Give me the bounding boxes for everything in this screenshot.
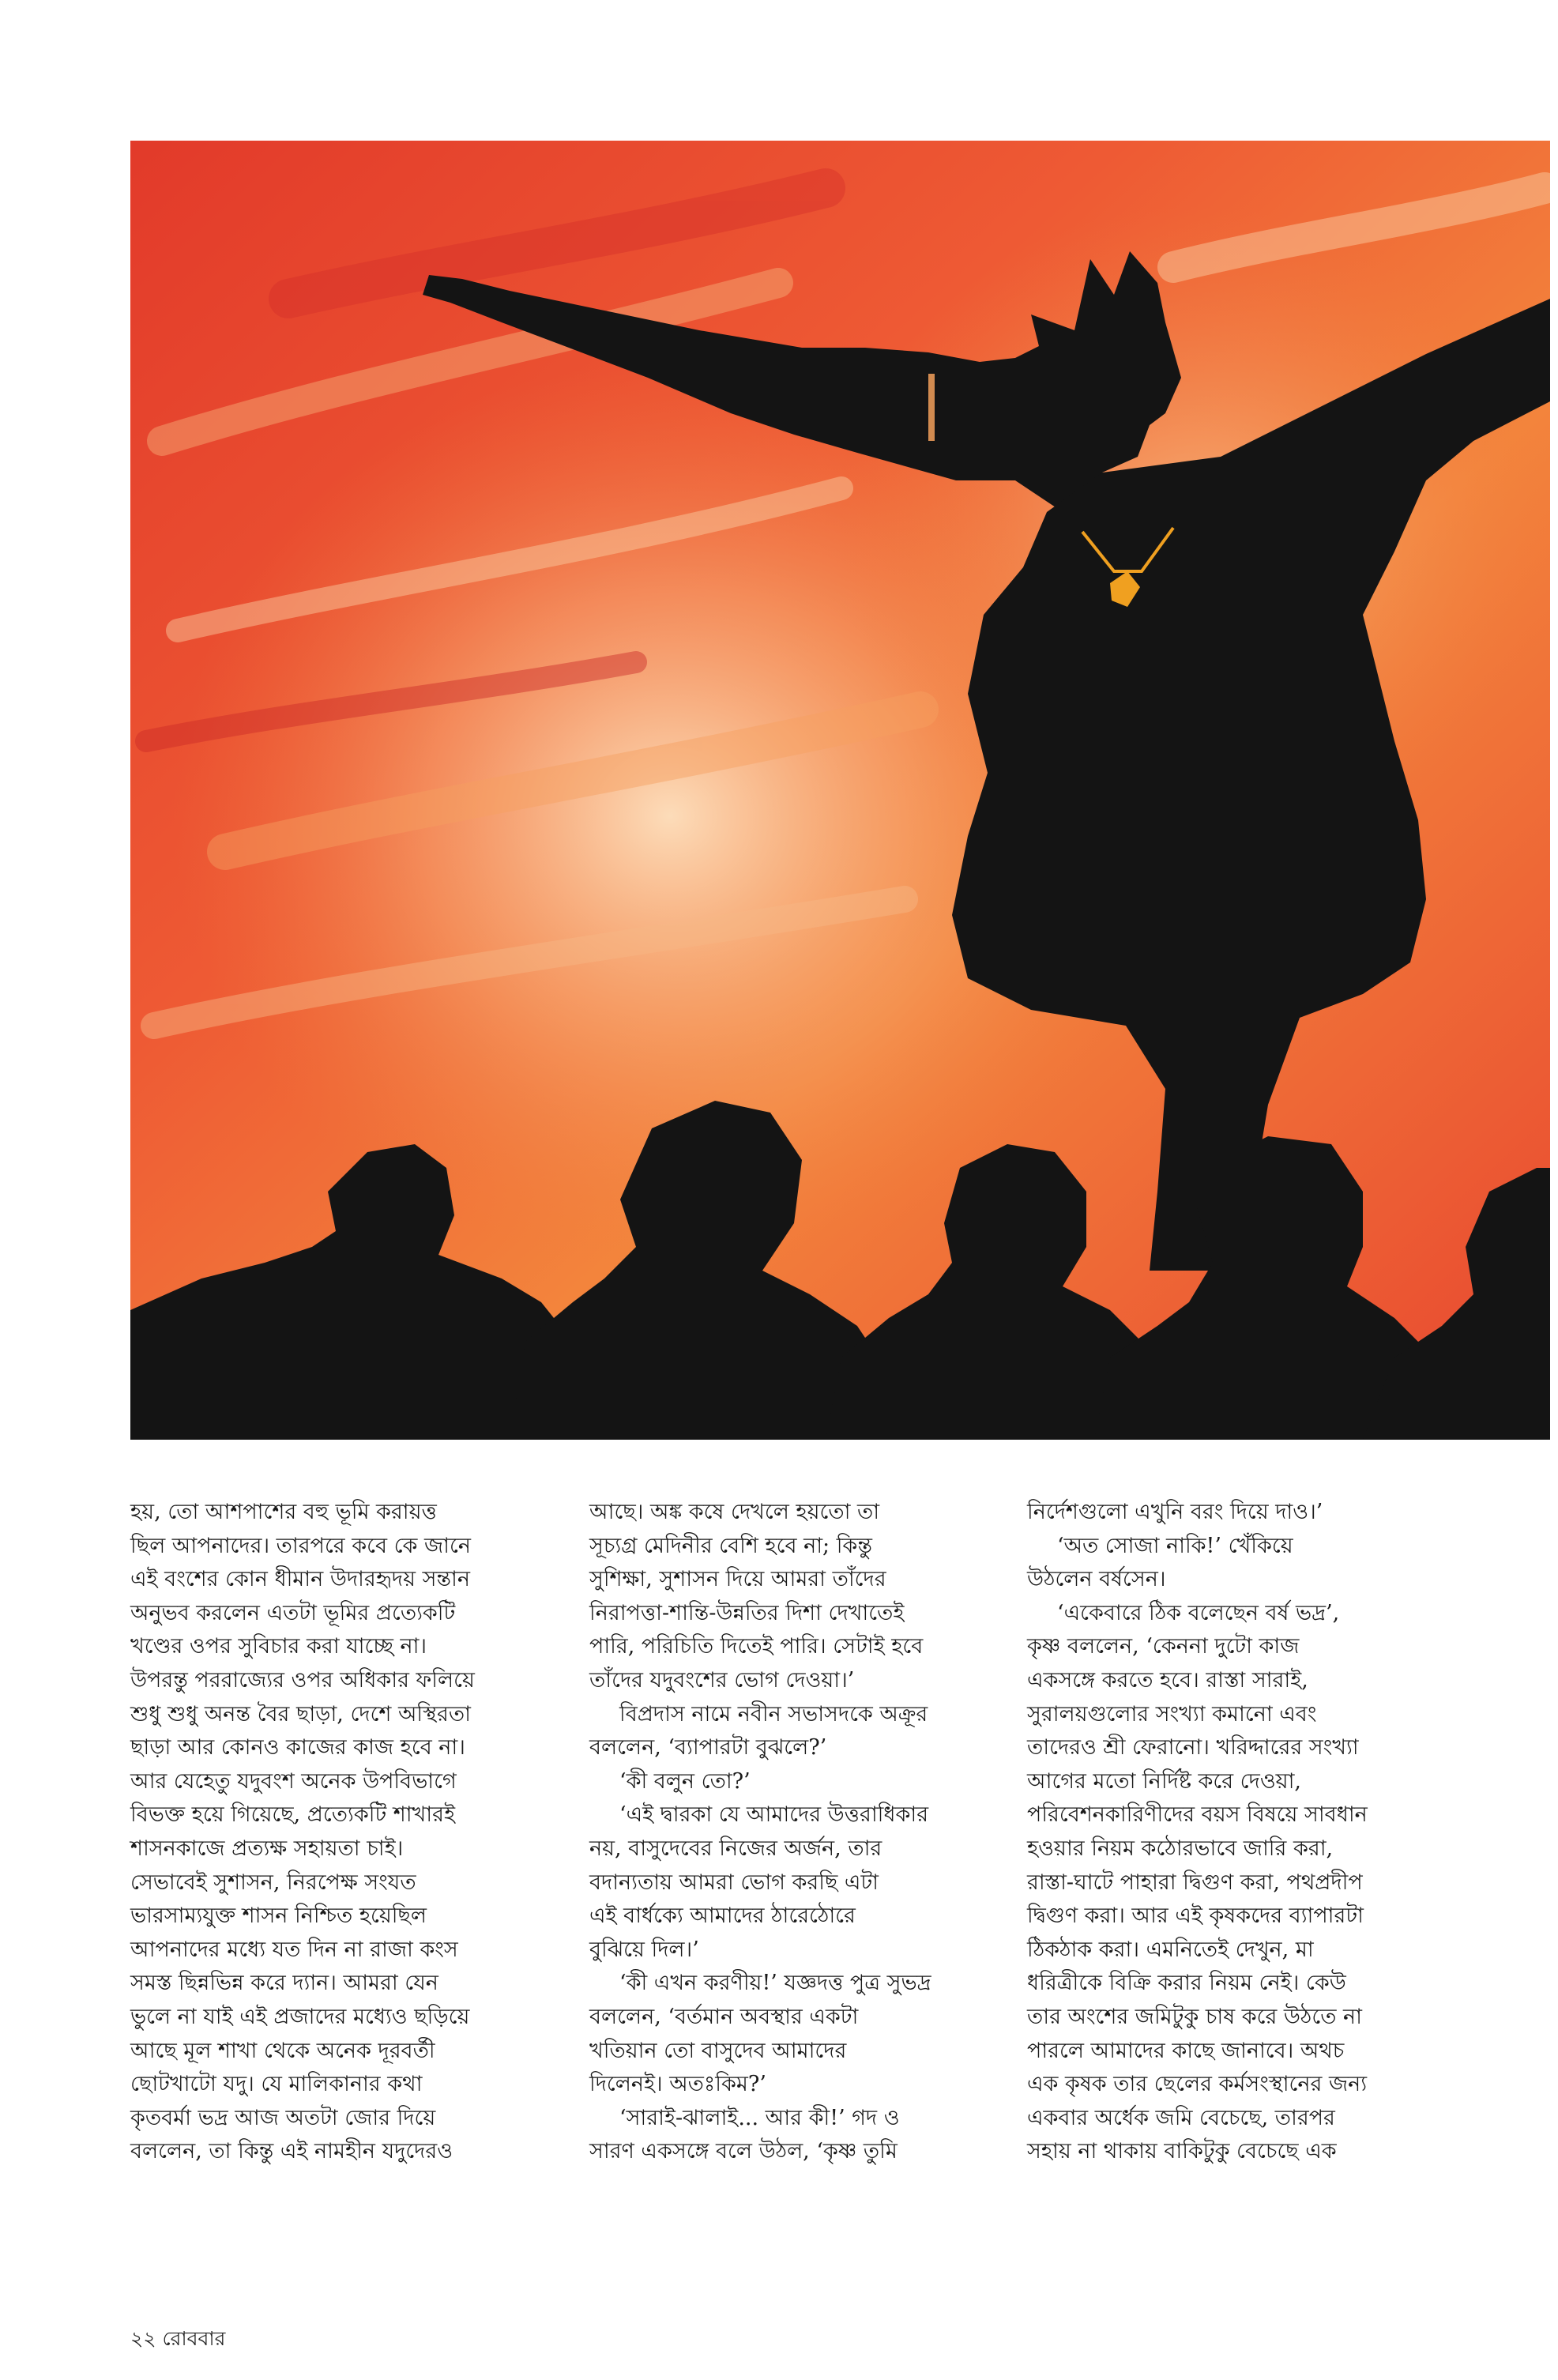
text-line: ভারসাম্যযুক্ত শাসন নিশ্চিত হয়েছিল xyxy=(130,1904,427,1929)
text-line: ঠিকঠাক করা। এমনিতেই দেখুন, মা xyxy=(1027,1937,1314,1962)
text-line: নির্দেশগুলো এখুনি বরং দিয়ে দাও।’ xyxy=(1027,1500,1323,1524)
text-line: পারি, পরিচিতি দিতেই পারি। সেটাই হবে xyxy=(589,1634,924,1659)
text-line: ‘এই দ্বারকা যে আমাদের উত্তরাধিকার xyxy=(619,1802,929,1828)
text-line: হওয়ার নিয়ম কঠোরভাবে জারি করা, xyxy=(1027,1836,1334,1861)
text-line: খণ্ডের ওপর সুবিচার করা যাচ্ছে না। xyxy=(130,1634,427,1659)
text-line: সূচ্যগ্র মেদিনীর বেশি হবে না; কিন্তু xyxy=(589,1533,872,1558)
text-line: বিপ্রদাস নামে নবীন সভাসদকে অক্রূর xyxy=(619,1701,928,1727)
text-line: নিরাপত্তা-শান্তি-উন্নতির দিশা দেখাতেই xyxy=(589,1600,905,1625)
text-line: পরিবেশনকারিণীদের বয়স বিষয়ে সাবধান xyxy=(1027,1802,1368,1828)
text-line: সমস্ত ছিন্নভিন্ন করে দ্যান। আমরা যেন xyxy=(130,1971,438,1996)
text-line: এই বংশের কোন ধীমান উদারহৃদয় সন্তান xyxy=(130,1567,470,1592)
story-illustration xyxy=(130,141,1550,1440)
text-line: আছে। অঙ্ক কষে দেখলে হয়তো তা xyxy=(589,1500,880,1524)
text-line: ভুলে না যাই এই প্রজাদের মধ্যেও ছড়িয়ে xyxy=(130,2004,470,2029)
text-line: বললেন, ‘বর্তমান অবস্থার একটা xyxy=(589,2004,859,2029)
text-line: আছে মূল শাখা থেকে অনেক দূরবর্তী xyxy=(130,2038,435,2063)
text-line: ‘কী এখন করণীয়!’ যজ্ঞদত্ত পুত্র সুভদ্র xyxy=(619,1971,931,1996)
text-line: ছিল আপনাদের। তারপরে কবে কে জানে xyxy=(130,1533,471,1558)
text-line: আর যেহেতু যদুবংশ অনেক উপবিভাগে xyxy=(130,1768,457,1794)
text-line: ছোটখাটো যদু। যে মালিকানার কথা xyxy=(130,2072,423,2097)
text-line: সহায় না থাকায় বাকিটুকু বেচেছে এক xyxy=(1027,2139,1337,2164)
text-line: সুরালয়গুলোর সংখ্যা কমানো এবং xyxy=(1027,1701,1317,1727)
text-line: একবার অর্ধেক জমি বেচেছে, তারপর xyxy=(1027,2105,1335,2130)
text-line: আপনাদের মধ্যে যত দিন না রাজা কংস xyxy=(130,1937,458,1962)
text-line: ‘অত সোজা নাকি!’ খেঁকিয়ে xyxy=(1057,1533,1293,1558)
text-line: ধরিত্রীকে বিক্রি করার নিয়ম নেই। কেউ xyxy=(1027,1971,1346,1996)
text-column-3 xyxy=(1027,1496,1454,2169)
text-line: দিলেনই। অতঃকিম?’ xyxy=(589,2072,766,2097)
text-column-1 xyxy=(130,1496,557,2169)
text-line: এক কৃষক তার ছেলের কর্মসংস্থানের জন্য xyxy=(1027,2072,1368,2097)
text-line: তাদেরও শ্রী ফেরানো। খরিদ্দারের সংখ্যা xyxy=(1027,1735,1359,1761)
text-line: বললেন, ‘ব্যাপারটা বুঝলে?’ xyxy=(589,1735,827,1761)
text-line: ছাড়া আর কোনও কাজের কাজ হবে না। xyxy=(130,1735,465,1761)
text-line: এই বার্ধক্যে আমাদের ঠারেঠোরে xyxy=(589,1904,856,1929)
text-line: আগের মতো নির্দিষ্ট করে দেওয়া, xyxy=(1027,1768,1302,1794)
text-line: পারলে আমাদের কাছে জানাবে। অথচ xyxy=(1027,2038,1345,2063)
paper-cut-silhouette-illustration xyxy=(130,141,1550,1440)
text-line: ‘সারাই-ঝালাই... আর কী!’ গদ ও xyxy=(619,2105,900,2130)
page-folio: ২২ রোববার xyxy=(130,2327,226,2350)
text-line: নয়, বাসুদেবের নিজের অর্জন, তার xyxy=(589,1836,882,1861)
text-line: হয়, তো আশপাশের বহু ভূমি করায়ত্ত xyxy=(130,1500,437,1524)
text-line: দ্বিগুণ করা। আর এই কৃষকদের ব্যাপারটা xyxy=(1027,1904,1364,1929)
text-line: সেভাবেই সুশাসন, নিরপেক্ষ সংযত xyxy=(130,1870,416,1895)
text-line: শাসনকাজে প্রত্যক্ষ সহায়তা চাই। xyxy=(130,1836,404,1861)
text-line: উপরন্তু পররাজ্যের ওপর অধিকার ফলিয়ে xyxy=(130,1667,475,1693)
text-line: শুধু শুধু অনন্ত বৈর ছাড়া, দেশে অস্থিরতা xyxy=(130,1701,471,1727)
text-line: বুঝিয়ে দিল।’ xyxy=(589,1937,699,1962)
text-line: ‘একেবারে ঠিক বলেছেন বর্ষ ভদ্র’, xyxy=(1057,1600,1340,1625)
text-line: বললেন, তা কিন্তু এই নামহীন যদুদেরও xyxy=(130,2139,453,2164)
text-line: খতিয়ান তো বাসুদেব আমাদের xyxy=(589,2038,847,2063)
text-line: কৃষ্ণ বললেন, ‘কেননা দুটো কাজ xyxy=(1027,1634,1300,1659)
text-line: সুশিক্ষা, সুশাসন দিয়ে আমরা তাঁদের xyxy=(589,1567,886,1592)
text-line: তার অংশের জমিটুকু চাষ করে উঠতে না xyxy=(1027,2004,1362,2029)
text-line: রাস্তা-ঘাটে পাহারা দ্বিগুণ করা, পথপ্রদীপ xyxy=(1027,1870,1363,1895)
text-column-2 xyxy=(589,1496,1016,2169)
text-line: তাঁদের যদুবংশের ভোগ দেওয়া।’ xyxy=(589,1667,855,1693)
text-line: উঠলেন বর্ষসেন। xyxy=(1027,1567,1166,1592)
text-line: একসঙ্গে করতে হবে। রাস্তা সারাই, xyxy=(1027,1667,1308,1693)
text-line: ‘কী বলুন তো?’ xyxy=(619,1768,751,1794)
text-line: অনুভব করলেন এতটা ভূমির প্রত্যেকটি xyxy=(130,1600,456,1625)
text-line: বিভক্ত হয়ে গিয়েছে, প্রত্যেকটি শাখারই xyxy=(130,1802,456,1828)
text-line: বদান্যতায় আমরা ভোগ করছি এটা xyxy=(589,1870,879,1895)
text-line: কৃতবর্মা ভদ্র আজ অতটা জোর দিয়ে xyxy=(130,2105,436,2130)
text-line: সারণ একসঙ্গে বলে উঠল, ‘কৃষ্ণ তুমি xyxy=(589,2139,898,2164)
